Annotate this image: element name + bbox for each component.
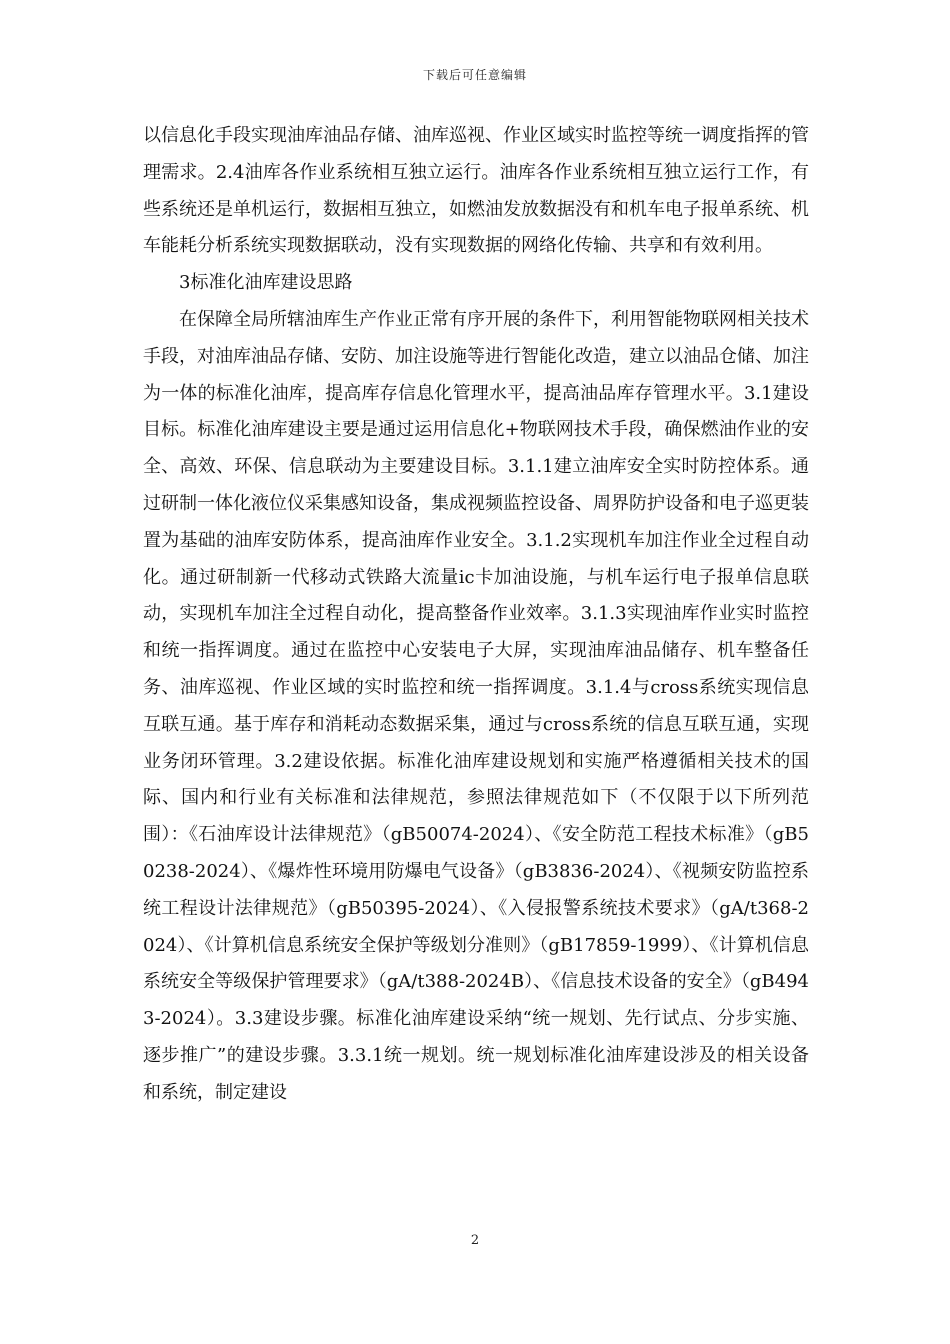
paragraph-continuation: 以信息化手段实现油库油品存储、油库巡视、作业区域实时监控等统一调度指挥的管理需求。2.4油库各作业系统相互独立运行。油库各作业系统相互独立运行工作，有些系统还是单机运行，数据相互独立，如燃油发放数据没有和机车电子报单系统、机车能耗分析系统实现数据联动，没有实现数据的网络化传输、共享和有效利用。	[143, 125, 809, 257]
paragraph-section-3: 在保障全局所辖油库生产作业正常有序开展的条件下，利用智能物联网相关技术手段，对油库油品存储、安防、加注设施等进行智能化改造，建立以油品仓储、加注为一体的标准化油库，提高库存信息化管理水平，提高油品库存管理水平。3.1建设目标。标准化油库建设主要是通过运用信息化+物联网技术手段，确保燃油作业的安全、高效、环保、信息联动为主要建设目标。3.1.1建立油库安全实时防控体系。通过研制一体化液位仪采集感知设备，集成视频监控设备、周界防护设备和电子巡更装置为基础的油库安防体系，提高油库作业安全。3.1.2实现机车加注作业全过程自动化。通过研制新一代移动式铁路大流量ic卡加油设施，与机车运行电子报单信息联动，实现机车加注全过程自动化，提高整备作业效率。3.1.3实现油库作业实时监控和统一指挥调度。通过在监控中心安装电子大屏，实现油库油品储存、机车整备任务、油库巡视、作业区域的实时监控和统一指挥调度。3.1.4与cross系统实现信息互联互通。基于库存和消耗动态数据采集，通过与cross系统的信息互联互通，实现业务闭环管理。3.2建设依据。标准化油库建设规划和实施严格遵循相关技术的国际、国内和行业有关标准和法律规范，参照法律规范如下（不仅限于以下所列范围）：《石油库设计法律规范》（gB50074-2024）、《安全防范工程技术标准》（gB50238-2024）、《爆炸性环境用防爆电气设备》（gB3836-2024）、《视频安防监控系统工程设计法律规范》（gB50395-2024）、《入侵报警系统技术要求》（gA/t368-2024）、《计算机信息系统安全保护等级划分准则》（gB17859-1999）、《计算机信息系统安全等级保护管理要求》（gA/t388-2024B）、《信息技术设备的安全》（gB4943-2024）。3.3建设步骤。标准化油库建设采纳“统一规划、先行试点、分步实施、逐步推广”的建设步骤。3.3.1统一规划。统一规划标准化油库建设涉及的相关设备和系统，制定建设	[143, 308, 809, 1103]
document-body	[143, 118, 809, 1112]
page-number: 2	[470, 1233, 480, 1248]
section-heading: 3标准化油库建设思路	[179, 272, 353, 294]
page-header: 下载后可任意编辑	[422, 68, 527, 82]
